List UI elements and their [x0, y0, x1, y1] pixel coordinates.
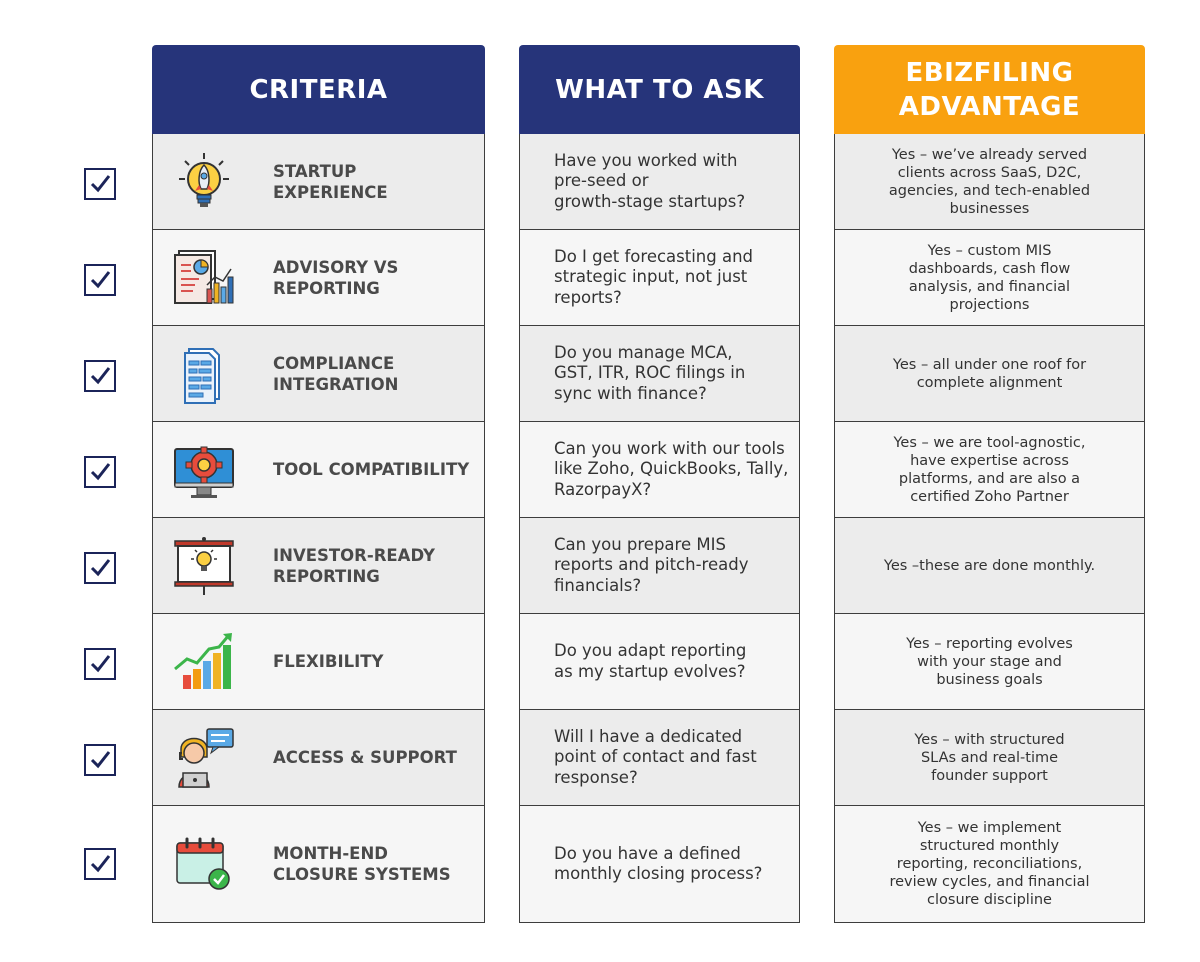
question-text: Can you work with our tools like Zoho, QuickBooks, Tally, RazorpayX? [554, 438, 789, 499]
criteria-label: ADVISORY VS REPORTING [273, 257, 399, 298]
advantage-cell [834, 230, 1145, 326]
report-chart-icon [173, 247, 235, 309]
advantage-cell [834, 422, 1145, 518]
question-text: Have you worked with pre-seed or growth-stage startups? [554, 150, 746, 211]
calendar-check-icon [173, 833, 235, 895]
rocket-bulb-icon [173, 151, 235, 213]
criteria-label: MONTH-END CLOSURE SYSTEMS [273, 844, 451, 884]
advantage-cell [834, 710, 1145, 806]
criteria-label: ACCESS & SUPPORT [273, 748, 457, 767]
question-cell [519, 806, 800, 923]
question-cell [519, 326, 800, 422]
question-text: Do I get forecasting and strategic input, not just reports? [554, 246, 754, 307]
document-list-icon [173, 343, 235, 405]
question-text: Do you adapt reporting as my startup evolves? [554, 641, 747, 681]
what-to-ask-header-label: WHAT TO ASK [555, 74, 764, 105]
checkbox-advisory-vs-reporting[interactable] [84, 264, 116, 296]
checkmark-icon [86, 554, 114, 582]
advantage-cell [834, 614, 1145, 710]
criteria-cell [152, 134, 485, 230]
criteria-cell [152, 614, 485, 710]
question-cell [519, 518, 800, 614]
checkmark-icon [86, 746, 114, 774]
advantage-text: Yes – reporting evolves with your stage and business goals [906, 635, 1073, 688]
criteria-header-label: CRITERIA [249, 74, 388, 105]
question-cell [519, 230, 800, 326]
growth-bar-chart-icon [173, 631, 235, 693]
question-cell [519, 614, 800, 710]
checkmark-icon [86, 170, 114, 198]
question-text: Do you have a defined monthly closing process? [554, 843, 763, 883]
criteria-label: FLEXIBILITY [273, 652, 384, 671]
checkbox-startup-experience[interactable] [84, 168, 116, 200]
ebizfiling-advantage-header-label: EBIZFILING ADVANTAGE [898, 57, 1081, 122]
criteria-cell [152, 422, 485, 518]
criteria-cell [152, 230, 485, 326]
criteria-label: TOOL COMPATIBILITY [273, 460, 470, 479]
question-text: Do you manage MCA, GST, ITR, ROC filings in sync with finance? [554, 342, 746, 403]
checkbox-investor-ready-reporting[interactable] [84, 552, 116, 584]
question-cell [519, 422, 800, 518]
advantage-text: Yes – we’ve already served clients across SaaS, D2C, agencies, and tech-enabled businesses [888, 146, 1091, 217]
checkmark-icon [86, 650, 114, 678]
criteria-header [152, 45, 485, 134]
advantage-cell [834, 806, 1145, 923]
advantage-text: Yes – with structured SLAs and real-time founder support [914, 731, 1065, 784]
criteria-cell [152, 710, 485, 806]
criteria-label: STARTUP EXPERIENCE [273, 161, 388, 202]
criteria-cell [152, 518, 485, 614]
question-cell [519, 710, 800, 806]
checkbox-tool-compatibility[interactable] [84, 456, 116, 488]
question-cell [519, 134, 800, 230]
question-text: Will I have a dedicated point of contact and fast response? [554, 726, 757, 787]
what-to-ask-header [519, 45, 800, 134]
ebizfiling-advantage-header [834, 45, 1145, 134]
criteria-cell [152, 806, 485, 923]
advantage-cell [834, 518, 1145, 614]
criteria-label: INVESTOR-READY REPORTING [273, 545, 435, 586]
support-agent-icon [173, 727, 235, 789]
advantage-text: Yes – all under one roof for complete alignment [892, 356, 1087, 391]
checkbox-flexibility[interactable] [84, 648, 116, 680]
presentation-board-icon [173, 535, 235, 597]
advantage-cell [834, 134, 1145, 230]
advantage-text: Yes – custom MIS dashboards, cash flow analysis, and financial projections [908, 242, 1071, 313]
checkmark-icon [86, 850, 114, 878]
checkmark-icon [86, 458, 114, 486]
criteria-label: COMPLIANCE INTEGRATION [273, 353, 399, 394]
checkmark-icon [86, 362, 114, 390]
monitor-gear-icon [173, 439, 235, 501]
question-text: Can you prepare MIS reports and pitch-ready financials? [554, 534, 749, 595]
checkmark-icon [86, 266, 114, 294]
advantage-cell [834, 326, 1145, 422]
checkbox-access-and-support[interactable] [84, 744, 116, 776]
advantage-text: Yes – we implement structured monthly reporting, reconciliations, review cycles, and financial closure discipline [889, 820, 1090, 908]
checkbox-month-end-closure-systems[interactable] [84, 848, 116, 880]
advantage-text: Yes – we are tool-agnostic, have expertise across platforms, and are also a certified Zoho Partner [893, 434, 1086, 505]
criteria-cell [152, 326, 485, 422]
checkbox-compliance-integration[interactable] [84, 360, 116, 392]
advantage-text: Yes –these are done monthly. [883, 557, 1096, 574]
